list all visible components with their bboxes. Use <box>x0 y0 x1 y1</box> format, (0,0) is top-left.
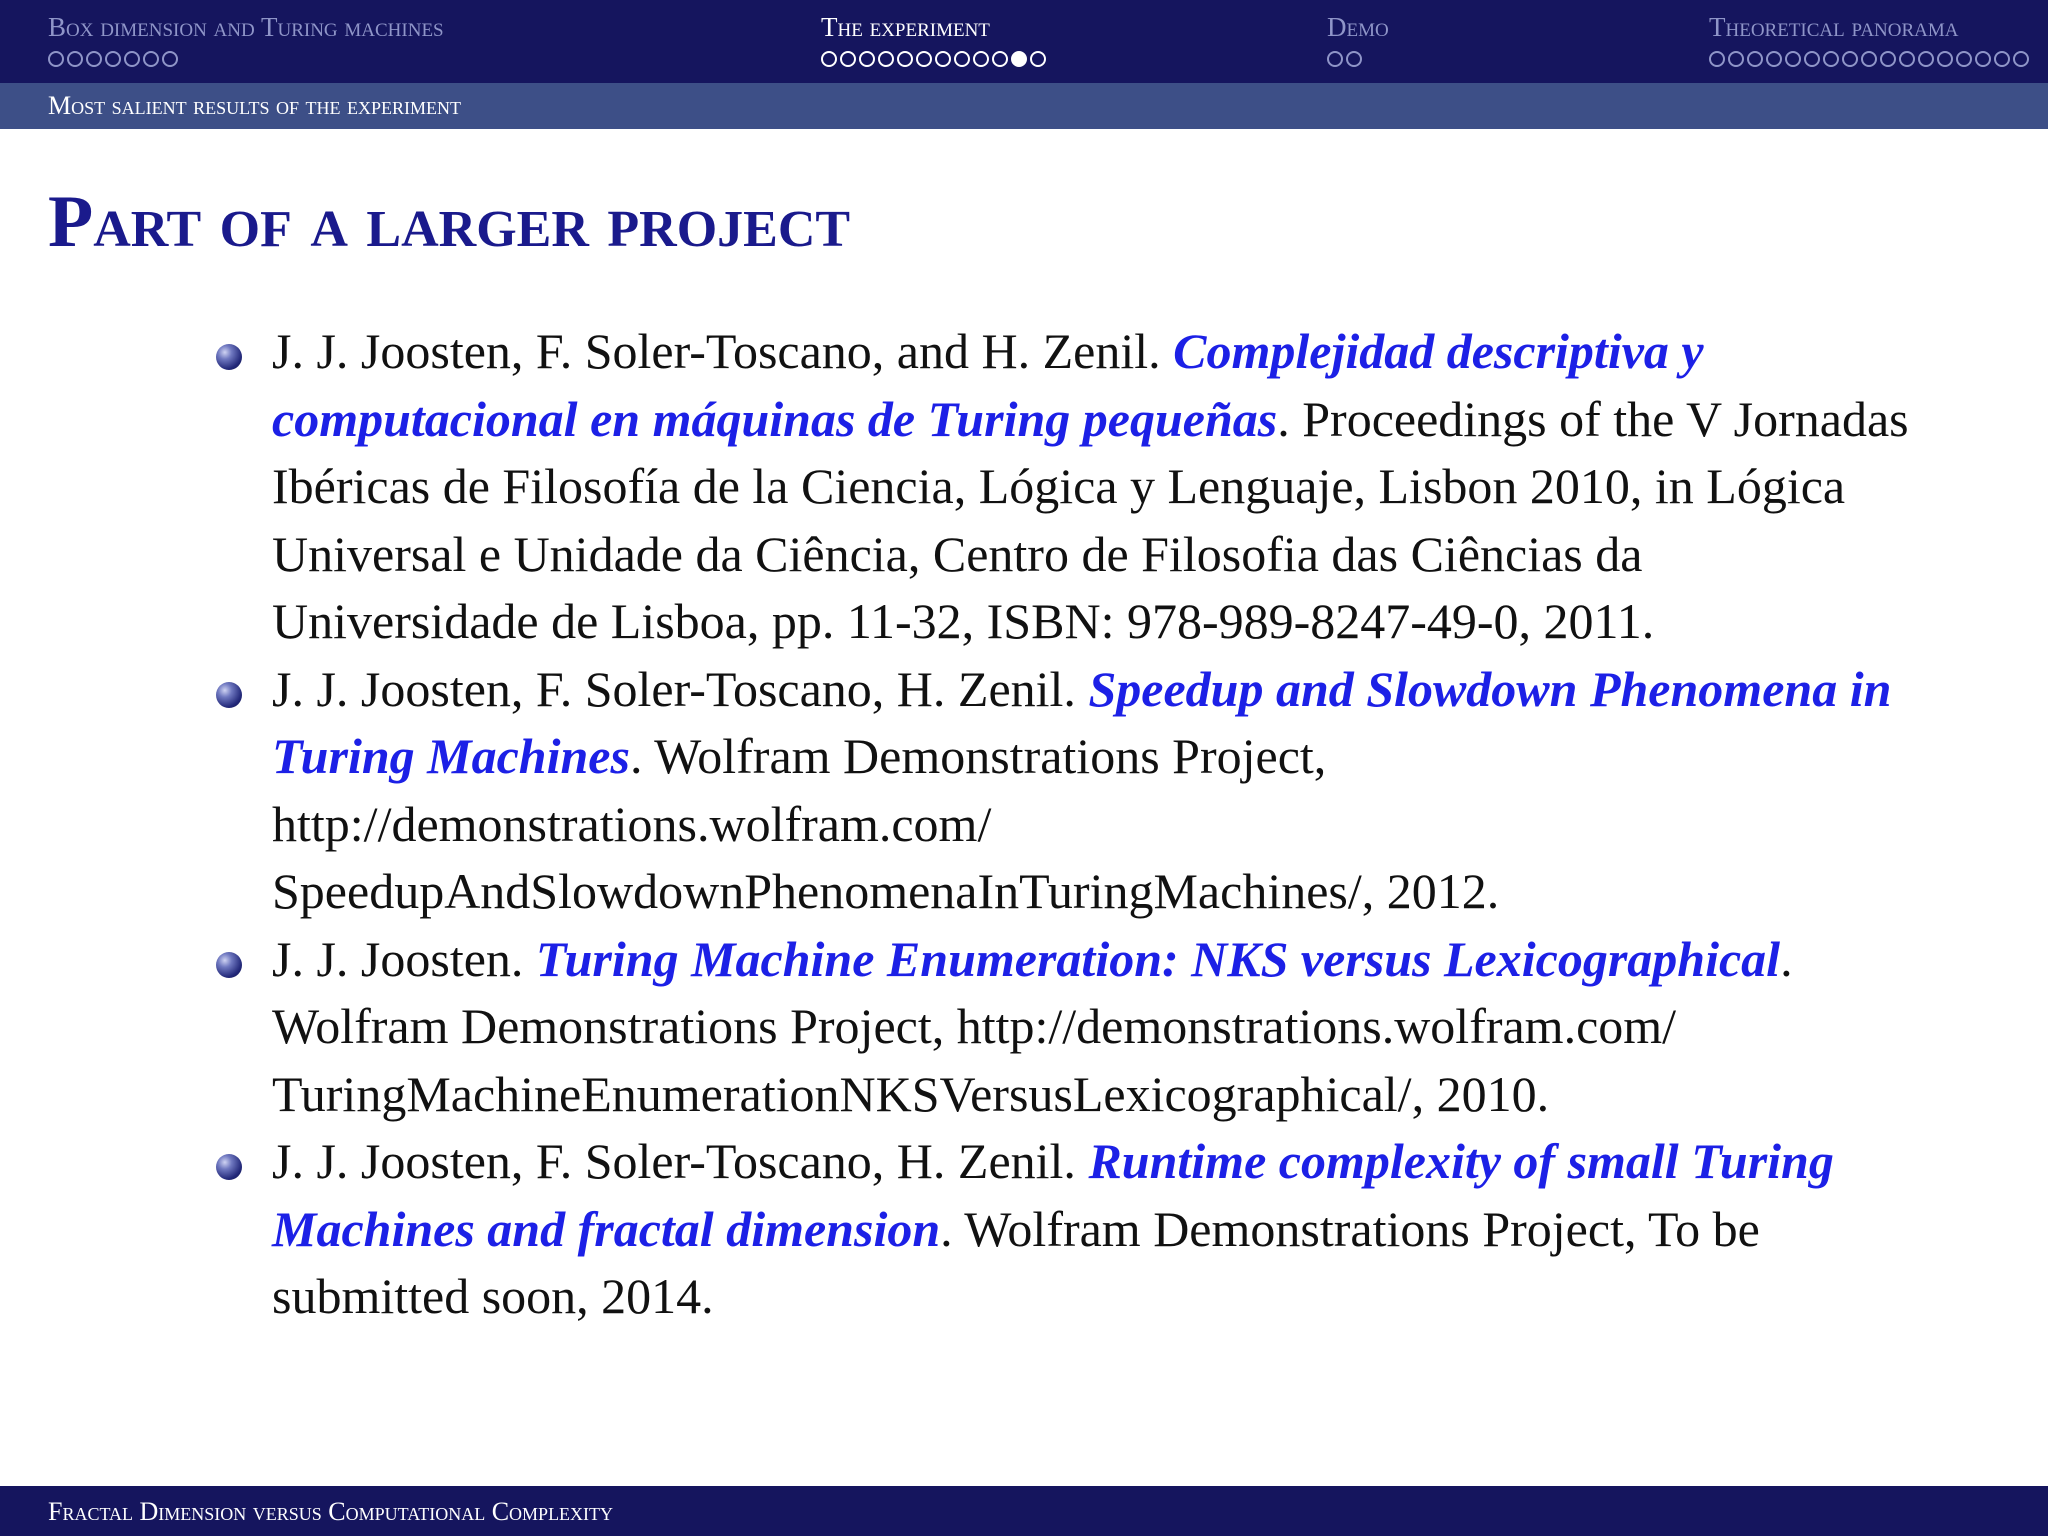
reference-item <box>210 926 1910 1129</box>
frame-dot[interactable] <box>840 51 856 67</box>
nav-section-label[interactable]: Demo <box>1327 12 1389 42</box>
frame-dot[interactable] <box>143 51 159 67</box>
reference-item <box>210 656 1910 926</box>
frame-dot[interactable] <box>1709 51 1725 67</box>
reference-title-link[interactable]: Runtime complexity of small Turing Machines and fractal dimension <box>272 1133 1834 1257</box>
reference-item <box>210 1128 1910 1331</box>
frame-dot[interactable] <box>1842 51 1858 67</box>
reference-title-link[interactable]: Speedup and Slowdown Phenomena in Turing Machines <box>272 660 1892 784</box>
frame-dot[interactable] <box>1728 51 1744 67</box>
nav-section-box-dimension[interactable] <box>48 12 444 68</box>
frame-dot[interactable] <box>992 51 1008 67</box>
frame-dot[interactable] <box>1918 51 1934 67</box>
frame-dot[interactable] <box>1899 51 1915 67</box>
reference-authors: J. J. Joosten, F. Soler-Toscano, H. Zenil. <box>272 660 1076 717</box>
frame-dot[interactable] <box>1937 51 1953 67</box>
frame-dot[interactable] <box>162 51 178 67</box>
frame-dot[interactable] <box>48 51 64 67</box>
frame-dot[interactable] <box>1975 51 1991 67</box>
reference-details: . Wolfram Demonstrations Project, To be submitted soon, 2014. <box>272 1200 1760 1324</box>
reference-authors: J. J. Joosten. <box>272 930 524 987</box>
frame-dot[interactable] <box>124 51 140 67</box>
nav-section-dots <box>821 50 1046 68</box>
reference-title-link[interactable]: Complejidad descriptiva y computacional en máquinas de Turing pequeñas <box>272 323 1704 447</box>
frame-dot[interactable] <box>1861 51 1877 67</box>
frame-dot[interactable] <box>1766 51 1782 67</box>
frame-dot[interactable] <box>1956 51 1972 67</box>
nav-section-dots <box>1709 50 2029 68</box>
section-navigation-bar <box>0 0 2048 83</box>
frame-dot[interactable] <box>821 51 837 67</box>
frame-dot[interactable] <box>1994 51 2010 67</box>
frame-dot[interactable] <box>1346 51 1362 67</box>
current-frame-dot[interactable] <box>1011 51 1027 67</box>
nav-section-dots <box>1327 50 1389 68</box>
nav-section-label[interactable]: Theoretical panorama <box>1709 12 1959 42</box>
footer-bar <box>0 1486 2048 1536</box>
bullet-icon <box>216 1154 242 1180</box>
frame-dot[interactable] <box>1030 51 1046 67</box>
bullet-icon <box>216 952 242 978</box>
reference-title-link[interactable]: Turing Machine Enumeration: NKS versus Lexicographical <box>535 930 1781 987</box>
nav-section-theoretical-panorama[interactable] <box>1709 12 2029 68</box>
frame-dot[interactable] <box>105 51 121 67</box>
reference-details: . Wolfram Demonstrations Project, http://demonstrations.wolfram.com/ SpeedupAndSlowdownPhenomenaInTuringMachines/, 2012. <box>272 728 1500 919</box>
frame-dot[interactable] <box>954 51 970 67</box>
frame-dot[interactable] <box>67 51 83 67</box>
references-list <box>210 318 1910 1331</box>
reference-details: . Wolfram Demonstrations Project, http://demonstrations.wolfram.com/ TuringMachineEnumerationNKSVersusLexicographical/, 2010. <box>272 930 1793 1122</box>
frame-dot[interactable] <box>878 51 894 67</box>
subsection-label: Most salient results of the experiment <box>48 91 461 120</box>
nav-section-demo[interactable] <box>1327 12 1389 68</box>
frame-dot[interactable] <box>1785 51 1801 67</box>
subsection-bar <box>0 83 2048 129</box>
nav-section-label[interactable]: The experiment <box>821 12 990 42</box>
frame-dot[interactable] <box>897 51 913 67</box>
frame-title: Part of a larger project <box>48 181 851 263</box>
bullet-icon <box>216 682 242 708</box>
nav-section-label[interactable]: Box dimension and Turing machines <box>48 12 444 42</box>
frame-dot[interactable] <box>935 51 951 67</box>
frame-dot[interactable] <box>973 51 989 67</box>
frame-dot[interactable] <box>1804 51 1820 67</box>
reference-item <box>210 318 1910 656</box>
frame-dot[interactable] <box>86 51 102 67</box>
frame-dot[interactable] <box>859 51 875 67</box>
frame-dot[interactable] <box>1327 51 1343 67</box>
frame-dot[interactable] <box>916 51 932 67</box>
nav-section-dots <box>48 50 444 68</box>
footer-title: Fractal Dimension versus Computational Complexity <box>48 1497 614 1526</box>
reference-authors: J. J. Joosten, F. Soler-Toscano, and H. Zenil. <box>272 323 1161 379</box>
nav-section-the-experiment[interactable] <box>821 12 1046 68</box>
reference-details: . Proceedings of the V Jornadas Ibéricas de Filosofía de la Ciencia, Lógica y Lenguaje, Lisbon 2010, in Lógica Universal e Unidade da Ciência, Centro de Filosofia das Ciências da Universidade de Lisboa, pp. 11-32, ISBN: 978-989-8247-49-0, 2011. <box>272 390 1909 649</box>
bullet-icon <box>216 344 242 370</box>
frame-dot[interactable] <box>1823 51 1839 67</box>
reference-authors: J. J. Joosten, F. Soler-Toscano, H. Zenil. <box>272 1133 1076 1189</box>
frame-dot[interactable] <box>1747 51 1763 67</box>
frame-dot[interactable] <box>2013 51 2029 67</box>
frame-dot[interactable] <box>1880 51 1896 67</box>
